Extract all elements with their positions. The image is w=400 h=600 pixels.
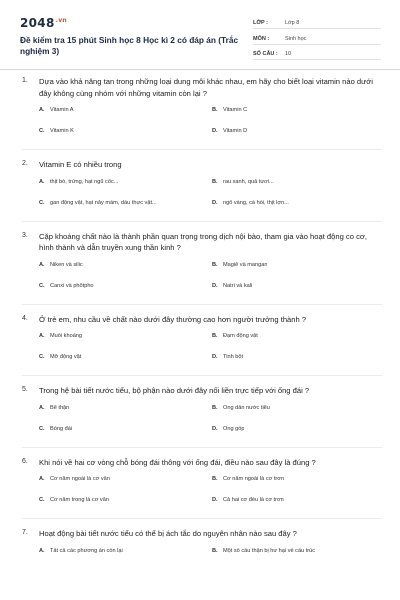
question-text: Hoạt động bài tiết nước tiểu có thể bị ách tắc do nguyên nhân nào sau đây ? <box>39 529 297 538</box>
option-text: Muối khoáng <box>50 333 83 339</box>
meta-row-class <box>253 16 381 29</box>
option-letter: B. <box>212 404 218 411</box>
question-number: 4. <box>22 314 28 322</box>
option-text: Mỡ động vật <box>50 354 82 360</box>
answer-options <box>39 476 382 518</box>
option-text: Cơ nằm ngoài là cơ trơn <box>223 476 285 482</box>
site-logo[interactable] <box>20 14 240 30</box>
question-head <box>22 231 382 254</box>
meta-value: 10 <box>285 51 292 57</box>
meta-label: SỐ CÂU : <box>253 51 278 57</box>
meta-row-subject <box>253 32 381 45</box>
answer-option-a[interactable] <box>39 476 212 497</box>
answer-option-b[interactable] <box>212 179 385 200</box>
option-letter: D. <box>212 199 218 206</box>
option-text: ngô vàng, cá hồi, thịt lợn... <box>223 199 289 206</box>
option-letter: C. <box>39 425 45 432</box>
option-letter: B. <box>212 547 218 554</box>
question-list <box>0 76 400 569</box>
answer-option-c[interactable] <box>39 354 212 375</box>
option-text: Ống góp <box>223 425 245 432</box>
question-number: 5. <box>22 386 28 393</box>
question-number: 6. <box>22 457 28 465</box>
question-divider <box>22 447 382 448</box>
answer-option-c[interactable] <box>39 426 212 447</box>
question-divider <box>22 304 382 305</box>
option-letter: A. <box>39 404 45 411</box>
answer-options <box>39 405 382 447</box>
option-text: rau xanh, quả tươi... <box>223 178 274 185</box>
question-text: Khi nói về hai cơ vòng chỗ bóng đái thông với ống đái, điều nào sau đây là đúng ? <box>39 457 316 467</box>
question-text: Dựa vào khả năng tan trong những loại dung môi khác nhau, em hãy cho biết loại vitamin nào dưới đây không cùng nhóm với những vitamin còn lại ? <box>39 77 373 98</box>
question-text: Trong hệ bài tiết nước tiểu, bộ phận nào dưới đây nối liền trực tiếp với ống đái ? <box>39 386 310 395</box>
answer-option-c[interactable] <box>39 497 212 518</box>
option-text: Cơ nằm ngoài là cơ vân <box>50 476 110 482</box>
option-letter: D. <box>212 128 218 134</box>
question-text: Cặp khoáng chất nào là thành phần quan trọng trong dịch nội bào, tham gia vào hoạt động co cơ, hình thành và dẫn truyền xung thần kinh ? <box>39 231 367 252</box>
option-text: Cơ nằm trong là cơ vân <box>50 497 109 503</box>
meta-label: LỚP : <box>253 20 268 26</box>
header-left <box>20 14 240 70</box>
option-letter: C. <box>39 199 45 206</box>
question-head <box>22 528 382 540</box>
page-title: Đề kiểm tra 15 phút Sinh học 8 Học kì 2 có đáp án (Trắc nghiệm 3) <box>20 35 239 56</box>
answer-option-b[interactable] <box>212 262 385 283</box>
question-item <box>0 76 400 150</box>
question-text: Ở trẻ em, nhu cầu về chất nào dưới đây thường cao hơn người trưởng thành ? <box>39 314 307 324</box>
option-letter: B. <box>212 178 218 185</box>
option-text: Cả hai cơ đều là cơ trơn <box>223 497 284 503</box>
option-letter: D. <box>212 354 218 360</box>
option-letter: A. <box>39 107 45 113</box>
answer-option-c[interactable] <box>39 128 212 149</box>
answer-options <box>39 333 382 375</box>
question-divider <box>22 149 382 150</box>
logo-text: 2048 <box>20 16 55 30</box>
option-text: thịt bò, trứng, hạt ngũ cốc... <box>50 178 119 185</box>
option-text: Ống dẫn nước tiểu <box>223 404 270 411</box>
answer-option-a[interactable] <box>39 405 212 426</box>
question-number: 2. <box>22 160 28 167</box>
answer-option-b[interactable] <box>212 548 385 569</box>
option-letter: C. <box>39 282 45 289</box>
question-item <box>0 159 400 222</box>
question-item <box>0 457 400 520</box>
option-text: Tất cả các phương án còn lại <box>50 547 123 554</box>
option-text: Bể thận <box>50 404 70 411</box>
question-head <box>22 159 382 171</box>
option-text: Một số cầu thận bị hư hại về cấu trúc <box>223 547 316 554</box>
option-text: Vitamin A <box>50 107 74 113</box>
answer-option-d[interactable] <box>212 200 385 221</box>
option-text: Canxi và phôtpho <box>50 282 94 289</box>
quiz-meta <box>253 16 381 63</box>
answer-option-a[interactable] <box>39 333 212 354</box>
option-letter: C. <box>39 128 45 134</box>
answer-option-b[interactable] <box>212 333 385 354</box>
question-head <box>22 385 382 397</box>
option-letter: D. <box>212 425 218 432</box>
meta-label: MÔN : <box>253 35 270 42</box>
option-text: Vitamin C <box>223 107 248 113</box>
option-letter: A. <box>39 261 45 268</box>
option-text: gan động vật, hạt nảy mầm, dầu thực vật... <box>50 199 157 206</box>
answer-option-a[interactable] <box>39 107 212 128</box>
option-text: Natri và kali <box>223 282 253 289</box>
answer-options <box>39 548 382 569</box>
question-text: Vitamin E có nhiều trong <box>39 160 122 169</box>
option-letter: C. <box>39 497 45 503</box>
option-letter: A. <box>39 333 45 339</box>
question-number: 3. <box>22 231 28 239</box>
option-letter: A. <box>39 476 45 482</box>
logo-suffix: .vn <box>55 17 67 24</box>
question-number: 7. <box>22 529 28 536</box>
answer-option-c[interactable] <box>39 200 212 221</box>
header-divider <box>0 69 400 70</box>
meta-value[interactable]: Sinh học <box>285 35 307 42</box>
answer-options <box>39 107 382 149</box>
answer-option-b[interactable] <box>212 405 385 426</box>
meta-row-count <box>253 47 381 60</box>
option-text: Niken và silic <box>50 261 83 268</box>
question-item <box>0 528 400 569</box>
option-letter: A. <box>39 178 45 185</box>
question-head <box>22 314 382 326</box>
question-item <box>0 385 400 448</box>
option-text: Bóng đái <box>50 425 73 432</box>
answer-options <box>39 262 382 304</box>
option-text: Magiê và mangan <box>223 261 268 268</box>
answer-option-a[interactable] <box>39 262 212 283</box>
question-head <box>22 76 382 99</box>
question-divider <box>22 375 382 376</box>
option-letter: A. <box>39 547 45 554</box>
question-head <box>22 457 382 469</box>
answer-option-d[interactable] <box>212 128 385 149</box>
page-header <box>0 0 400 70</box>
answer-option-c[interactable] <box>39 283 212 304</box>
option-letter: B. <box>212 261 218 268</box>
option-letter: B. <box>212 333 218 339</box>
question-divider <box>22 518 382 519</box>
answer-option-d[interactable] <box>212 354 385 375</box>
question-number: 1. <box>22 77 28 84</box>
option-letter: D. <box>212 282 218 289</box>
answer-option-b[interactable] <box>212 476 385 497</box>
option-letter: B. <box>212 476 218 482</box>
answer-options <box>39 179 382 221</box>
option-letter: D. <box>212 497 218 503</box>
option-letter: C. <box>39 354 45 360</box>
answer-option-a[interactable] <box>39 179 212 200</box>
meta-value[interactable]: Lớp 8 <box>285 20 300 26</box>
question-item <box>0 314 400 377</box>
option-text: Đạm động vật <box>223 333 258 339</box>
answer-option-d[interactable] <box>212 426 385 447</box>
question-divider <box>22 221 382 222</box>
option-text: Vitamin D <box>223 128 248 134</box>
answer-option-d[interactable] <box>212 497 385 518</box>
option-text: Vitamin K <box>50 128 74 134</box>
answer-option-a[interactable] <box>39 548 212 569</box>
question-item <box>0 231 400 305</box>
option-text: Tinh bột <box>223 354 244 360</box>
answer-option-b[interactable] <box>212 107 385 128</box>
option-letter: B. <box>212 107 218 113</box>
answer-option-d[interactable] <box>212 283 385 304</box>
